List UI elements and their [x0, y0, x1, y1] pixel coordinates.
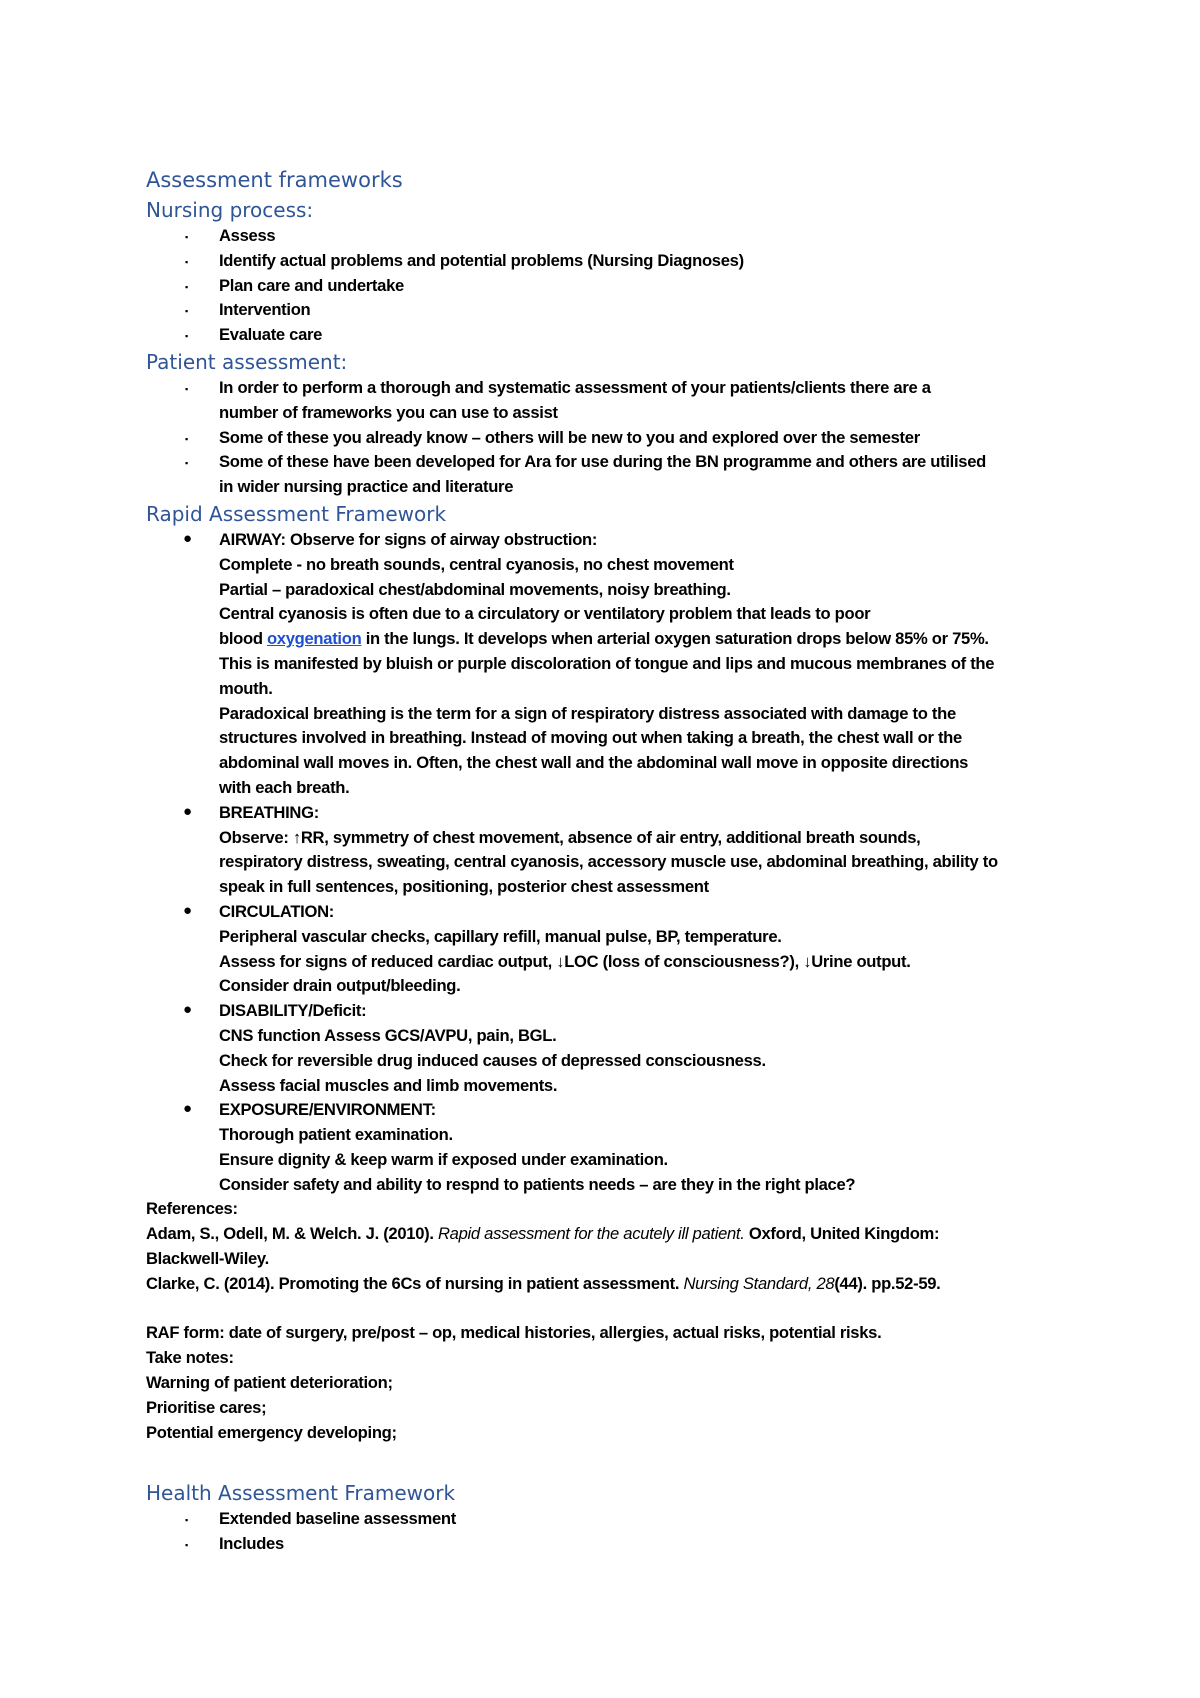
list-item: ▪ In order to perform a thorough and systematic assessment of your patients/clients there are a number of frameworks you can use to assist — [185, 377, 931, 422]
note-line: Potential emergency developing; — [146, 1422, 397, 1442]
square-bullet-icon: ▪ — [185, 1515, 188, 1526]
haf-list — [146, 1507, 1066, 1557]
take-notes-label: Take notes: — [146, 1348, 234, 1368]
list-item-airway: ● AIRWAY: Observe for signs of airway obstruction: Complete - no breath sounds, central cyanosis, no chest movement Partial – paradoxical chest/abdominal movements, noisy breathing. Central cyanosis is often due to a circulatory or ventilatory problem that leads to poor blood oxygenation in the lungs. It develops when arterial oxygen saturation drops below 85% or 75%. This is manifested by bluish or purple discoloration of tongue and lips and mucous membranes of the mouth. Paradoxical breathing is the term for a sign of respiratory distress associated with damage to the structures involved in breathing. Instead of moving out when taking a breath, the chest wall or the abdominal wall moves in. Often, the chest wall and the abdominal wall move in opposite directions with each breath. — [146, 528, 1066, 801]
document-title: Assessment frameworks — [146, 168, 403, 192]
references-label: References: — [146, 1199, 238, 1219]
raf-heading: Rapid Assessment Framework — [146, 501, 447, 526]
spacer — [146, 1297, 1066, 1322]
round-bullet-icon: ● — [183, 1100, 192, 1118]
square-bullet-icon: ▪ — [185, 433, 188, 444]
raf-form-note: RAF form: date of surgery, pre/post – op, medical histories, allergies, actual risks, potential risks. — [146, 1323, 882, 1343]
round-bullet-icon: ● — [183, 1001, 192, 1019]
square-bullet-icon: ▪ — [185, 256, 188, 267]
raf-list — [146, 528, 1066, 1198]
square-bullet-icon: ▪ — [185, 383, 188, 394]
list-item: ▪ Some of these you already know – others will be new to you and explored over the semester — [146, 426, 1066, 451]
list-item-exposure: ● EXPOSURE/ENVIRONMENT: Thorough patient examination. Ensure dignity & keep warm if exposed under examination. Consider safety and ability to respnd to patients needs – are they in the right place? — [146, 1098, 1066, 1197]
list-item-disability: ● DISABILITY/Deficit: CNS function Assess GCS/AVPU, pain, BGL. Check for reversible drug induced causes of depressed consciousness. Assess facial muscles and limb movements. — [146, 999, 1066, 1098]
square-bullet-icon: ▪ — [185, 1540, 188, 1551]
list-item: ▪ Plan care and undertake — [146, 274, 1066, 299]
notes-block — [146, 1321, 1066, 1445]
round-bullet-icon: ● — [183, 901, 192, 919]
oxygenation-link[interactable]: oxygenation — [266, 629, 362, 649]
patient-assessment-list — [146, 376, 1066, 500]
nursing-process-list — [146, 224, 1066, 348]
list-item-circulation: ● CIRCULATION: Peripheral vascular checks, capillary refill, manual pulse, BP, temperature. Assess for signs of reduced cardiac output, ↓LOC (loss of consciousness?), ↓Urine output. Consider drain output/bleeding. — [146, 900, 1066, 999]
patient-assessment-heading: Patient assessment: — [146, 349, 348, 374]
list-item: ▪ Includes — [146, 1532, 1066, 1557]
square-bullet-icon: ▪ — [185, 232, 188, 242]
round-bullet-icon: ● — [183, 802, 192, 820]
square-bullet-icon: ▪ — [185, 306, 188, 317]
document-page — [146, 164, 1066, 1557]
reference-adam-publisher: Blackwell-Wiley. — [146, 1249, 269, 1269]
list-item: ▪ Intervention — [146, 298, 1066, 323]
square-bullet-icon: ▪ — [185, 458, 188, 469]
square-bullet-icon: ▪ — [185, 331, 188, 342]
references-block — [146, 1197, 1066, 1296]
note-line: Warning of patient deterioration; — [146, 1373, 393, 1393]
square-bullet-icon: ▪ — [185, 281, 188, 292]
reference-adam: Adam, S., Odell, M. & Welch. J. (2010). Rapid assessment for the acutely ill patient. Oxford, United Kingdom: — [146, 1224, 940, 1244]
list-item: ▪ Assess — [146, 224, 1066, 249]
list-item: ▪ Evaluate care — [146, 323, 1066, 348]
list-item-breathing: ● BREATHING: Observe: ↑RR, symmetry of chest movement, absence of air entry, additional breath sounds, respiratory distress, sweating, central cyanosis, accessory muscle use, abdominal breathing, ability to speak in full sentences, positioning, posterior chest assessment — [146, 801, 1066, 900]
haf-heading: Health Assessment Framework — [146, 1481, 456, 1506]
round-bullet-icon: ● — [183, 529, 192, 547]
list-item: ▪ Some of these have been developed for Ara for use during the BN programme and others are utilised in wider nursing practice and literature — [185, 452, 986, 497]
nursing-process-heading: Nursing process: — [146, 198, 314, 222]
note-line: Prioritise cares; — [146, 1397, 267, 1417]
list-item: ▪ Identify actual problems and potential problems (Nursing Diagnoses) — [146, 249, 1066, 274]
reference-clarke: Clarke, C. (2014). Promoting the 6Cs of nursing in patient assessment. Nursing Standard, 28(44). pp.52-59. — [146, 1273, 941, 1293]
list-item: ▪ Extended baseline assessment — [146, 1507, 1066, 1532]
